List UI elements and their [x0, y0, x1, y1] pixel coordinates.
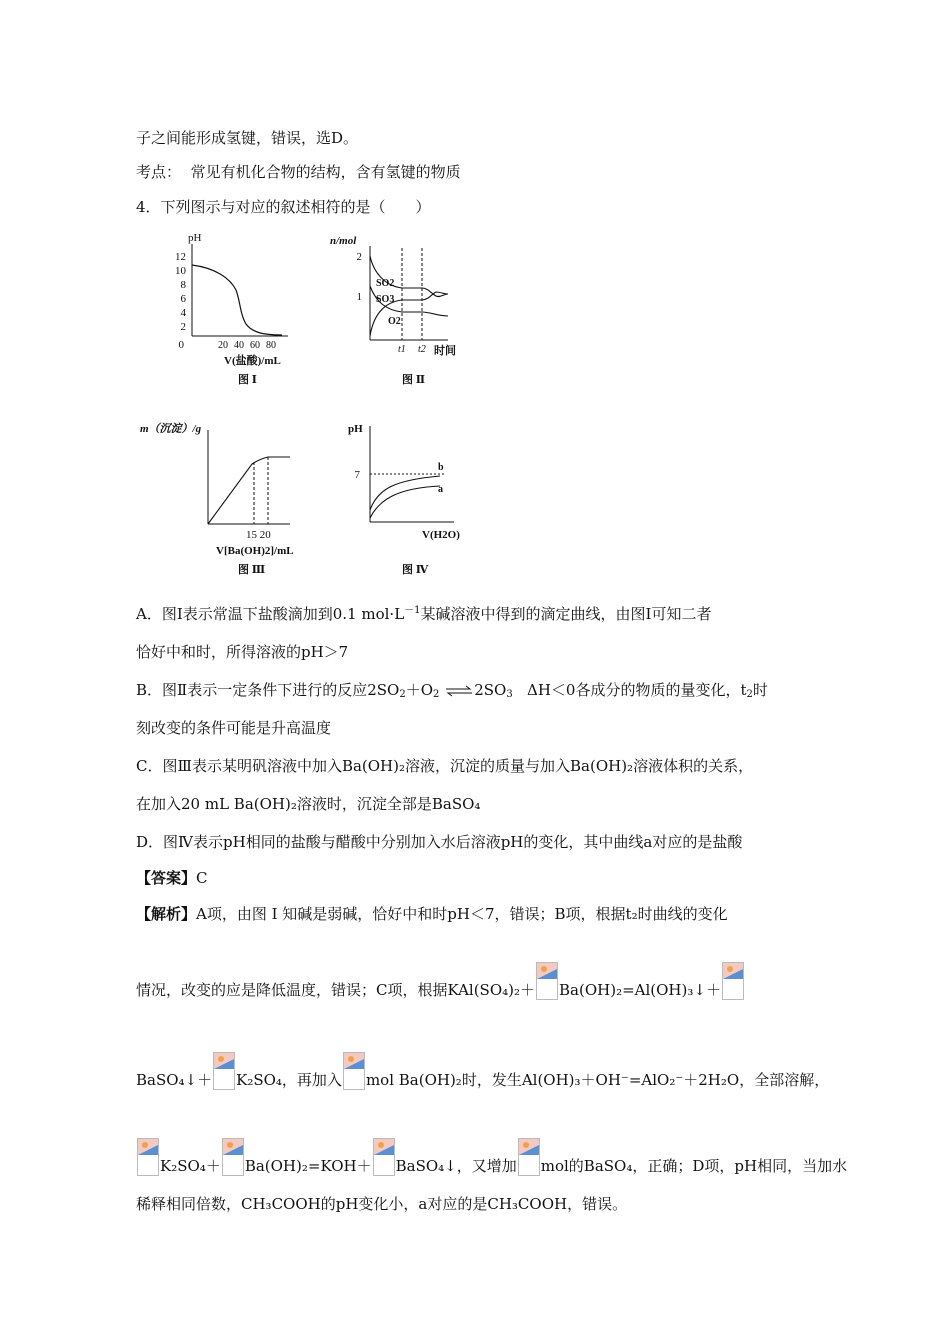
option-b-line2: 刻改变的条件可能是升高温度: [136, 719, 332, 737]
analysis-line1: [136, 904, 728, 924]
fig4-ylabel: pH: [348, 423, 363, 435]
option-b-text: B．图Ⅱ表示一定条件下进行的反应2SO: [136, 681, 400, 699]
fig1-ytick: 8: [180, 279, 186, 291]
option-b-text-so3: 2SO: [474, 681, 507, 699]
analysis-line5: 稀释相同倍数，CH₃COOH的pH变化小，a对应的是CH₃COOH，错误。: [136, 1195, 628, 1213]
fig1-xtick: 80: [266, 340, 276, 351]
option-c-line2: 在加入20 mL Ba(OH)₂溶液时，沉淀全部是BaSO₄: [136, 795, 481, 813]
analysis-line3: [136, 1052, 829, 1090]
fig1-ytick: 2: [180, 321, 186, 333]
fig2-caption: 图 Ⅱ: [402, 374, 426, 386]
fig2-ytick: 2: [356, 251, 362, 263]
image-placeholder-icon: [518, 1138, 540, 1176]
fig1-ytick: 4: [180, 307, 186, 319]
fig3-xticks: 15 20: [246, 529, 271, 541]
analysis-text: BaSO₄↓，又增加: [395, 1157, 517, 1175]
analysis-text: K₂SO₄＋: [160, 1157, 221, 1175]
fig2-series-o2: O2: [388, 316, 401, 327]
fig1-ytick: 12: [175, 251, 186, 263]
image-placeholder-icon: [213, 1052, 235, 1090]
option-b-text-end: 时: [752, 681, 768, 699]
fig1-curve: [192, 265, 282, 335]
analysis-line4: [136, 1138, 847, 1176]
analysis-text: mol Ba(OH)₂时，发生Al(OH)₃＋OH⁻=AlO₂⁻＋2H₂O，全部溶解，: [365, 1071, 830, 1089]
fig2-ylabel: n/mol: [330, 235, 357, 247]
kaodian-line: [136, 162, 461, 182]
fig3-caption: 图 Ⅲ: [238, 564, 266, 576]
image-placeholder-icon: [222, 1138, 244, 1176]
image-placeholder-icon: [722, 962, 744, 1000]
figure-4: [340, 418, 480, 578]
option-d-line: D．图Ⅳ表示pH相同的盐酸与醋酸中分别加入水后溶液pH的变化，其中曲线a对应的是盐酸: [136, 833, 743, 851]
fig1-caption: 图 Ⅰ: [238, 374, 257, 386]
fig4-label-a: a: [438, 484, 443, 495]
fig3-xlabel: V[Ba(OH)2]/mL: [216, 545, 294, 557]
figure-1: [170, 228, 320, 388]
fig1-xtick: 20: [218, 340, 228, 351]
fig2-t1: t1: [398, 344, 406, 355]
question-stem: 4．下列图示与对应的叙述相符的是（ ）: [136, 198, 431, 216]
analysis-text: 情况，改变的应是降低温度，错误；C项，根据KAl(SO₄)₂＋: [136, 981, 536, 999]
fig4-label-b: b: [438, 462, 444, 473]
option-a-text-cont: 某碱溶液中得到的滴定曲线，由图Ⅰ可知二者: [420, 605, 712, 623]
answer-value: C: [196, 869, 208, 887]
fig1-ytick: 0: [178, 339, 184, 351]
analysis-text: BaSO₄↓＋: [136, 1071, 213, 1089]
analysis-line2: [136, 962, 745, 1000]
option-a-line1: A．图Ⅰ表示常温下盐酸滴加到0.1 $mol\cdot L^{-1}$某碱溶液中得到的滴定曲线，由图Ⅰ可知二者: [136, 605, 712, 623]
fig2-series-so2: SO2: [376, 278, 395, 289]
equilibrium-arrow-icon: [444, 685, 474, 697]
option-a-text: A．图Ⅰ表示常温下盐酸滴加到0.1 mol·L: [136, 605, 405, 623]
option-b-text-o2: ＋O: [405, 681, 434, 699]
analysis-text: Ba(OH)₂=KOH＋: [244, 1157, 372, 1175]
analysis-text: A项，由图 Ⅰ 知碱是弱碱，恰好中和时pH＜7，错误；B项，根据t₂时曲线的变化: [196, 905, 728, 923]
fig2-curve-so2: [370, 256, 448, 297]
fig1-xtick: 40: [234, 340, 244, 351]
image-placeholder-icon: [343, 1052, 365, 1090]
fig1-ylabel: pH: [188, 232, 202, 244]
fig4-ytick: 7: [354, 469, 360, 481]
fig4-caption: 图 Ⅳ: [402, 564, 429, 576]
analysis-text: Ba(OH)₂=Al(OH)₃↓＋: [559, 981, 721, 999]
fig4-curve-a: [370, 486, 440, 518]
image-placeholder-icon: [137, 1138, 159, 1176]
fig3-ylabel: m（沉淀）/g: [140, 423, 202, 435]
option-c-line1: C．图Ⅲ表示某明矾溶液中加入Ba(OH)₂溶液，沉淀的质量与加入Ba(OH)₂溶液体积的关系，: [136, 757, 754, 775]
fig1-xlabel: V(盐酸)/mL: [224, 355, 281, 367]
answer-label: 【答案】: [136, 869, 197, 887]
fig4-xlabel: V(H2O): [422, 529, 460, 541]
answer-line: [136, 868, 208, 888]
option-b-text-dh: ΔH＜0各成分的物质的量变化，t: [527, 681, 747, 699]
fig2-xlabel: 时间: [434, 345, 456, 357]
figure-2: [330, 228, 480, 388]
figure-3: [140, 418, 320, 578]
analysis-text: K₂SO₄，再加入: [236, 1071, 342, 1089]
kaodian-text: 常见有机化合物的结构，含有氢键的物质: [190, 163, 461, 181]
image-placeholder-icon: [536, 962, 558, 1000]
image-placeholder-icon: [373, 1138, 395, 1176]
option-b-line1: B．图Ⅱ表示一定条件下进行的反应$2SO_2+O_2$ $2SO_3$ ΔH＜0各成分的物质的量变化，$t_2$时: [136, 681, 768, 700]
fig1-ytick: 10: [175, 265, 186, 277]
fig4-curve-b: [370, 476, 440, 510]
fig1-ytick: 6: [180, 293, 186, 305]
fig3-curve: [208, 457, 290, 524]
fig2-t2: t2: [418, 344, 426, 355]
fig1-xtick: 60: [250, 340, 260, 351]
analysis-text: mol的BaSO₄，正确；D项，pH相同，当加水: [540, 1157, 848, 1175]
analysis-label: 【解析】: [136, 905, 197, 923]
kaodian-label: 考点：: [136, 163, 182, 181]
fig2-ytick: 1: [356, 291, 362, 303]
option-a-line2: 恰好中和时，所得溶液的pH＞7: [136, 643, 349, 661]
fig2-series-so3: SO3: [376, 294, 395, 305]
text-line: 子之间能形成氢键，错误，选D。: [136, 129, 359, 147]
